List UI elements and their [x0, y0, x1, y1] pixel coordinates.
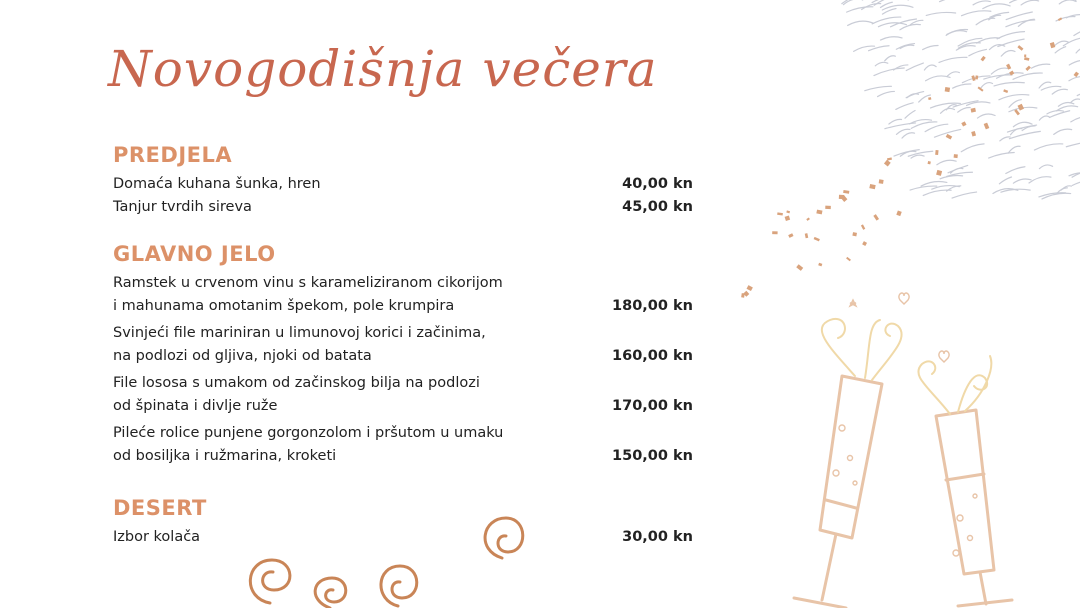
sketch-stroke	[1069, 60, 1080, 65]
sketch-stroke	[1029, 177, 1051, 183]
confetti-piece	[928, 97, 931, 100]
sketch-stroke	[1056, 17, 1075, 21]
sketch-stroke	[1055, 47, 1066, 53]
sketch-stroke	[1013, 73, 1042, 79]
sketch-stroke	[958, 43, 980, 49]
sketch-stroke	[989, 15, 1001, 20]
sketch-stroke	[991, 68, 1008, 74]
sketch-stroke	[1013, 179, 1031, 183]
sketch-stroke	[1069, 77, 1080, 81]
sketch-stroke	[956, 46, 975, 51]
sketch-stroke	[905, 111, 915, 119]
sketch-stroke	[1021, 0, 1039, 5]
confetti-piece	[861, 224, 865, 229]
sketch-stroke	[896, 103, 913, 110]
sketch-stroke	[848, 21, 874, 25]
sketch-stroke	[872, 0, 898, 3]
sketch-stroke	[1042, 193, 1071, 199]
sketch-stroke	[1013, 122, 1032, 126]
confetti-piece	[884, 160, 891, 167]
sketch-stroke	[1066, 15, 1080, 18]
sketch-stroke	[907, 94, 918, 98]
item-name-cont: na podlozi od gljiva, njoki od batata	[113, 348, 372, 364]
sketch-stroke	[1006, 20, 1035, 27]
sketch-stroke	[874, 0, 889, 5]
section-title: PREDJELA	[113, 143, 233, 167]
confetti-piece	[743, 291, 749, 297]
sketch-stroke	[1031, 64, 1050, 68]
sketch-stroke	[906, 63, 923, 71]
sketch-stroke	[983, 4, 1010, 9]
sketch-stroke	[958, 38, 982, 46]
item-price: 150,00 kn	[612, 448, 693, 464]
sketch-stroke	[932, 186, 960, 190]
confetti-piece	[1050, 42, 1056, 48]
sketch-stroke	[921, 182, 947, 187]
sketch-stroke	[882, 5, 913, 10]
sketch-stroke	[900, 24, 920, 29]
sketch-stroke	[908, 151, 932, 156]
sketch-stroke	[994, 82, 1024, 86]
confetti-piece	[978, 86, 984, 91]
sketch-stroke	[865, 86, 892, 90]
confetti-piece	[981, 56, 986, 61]
sketch-stroke	[989, 153, 1015, 159]
sketch-stroke	[937, 160, 956, 164]
confetti-piece	[806, 217, 810, 220]
sketch-stroke	[998, 39, 1024, 46]
sketch-stroke	[923, 190, 951, 195]
sketch-stroke	[940, 108, 954, 113]
sketch-stroke	[976, 18, 995, 25]
sketch-stroke	[989, 45, 1004, 50]
menu-item	[113, 526, 693, 549]
confetti-icon	[741, 17, 1079, 297]
section-title: GLAVNO JELO	[113, 242, 276, 266]
sketch-stroke	[902, 133, 915, 138]
section-glavno-jelo	[113, 242, 693, 468]
sketch-stroke	[1011, 128, 1022, 134]
sketch-stroke	[1070, 99, 1080, 103]
sketch-stroke	[1022, 126, 1035, 131]
sketch-stroke	[1072, 171, 1080, 177]
sketch-stroke	[878, 23, 906, 27]
sketch-stroke	[1001, 189, 1030, 192]
sketch-stroke	[951, 168, 963, 173]
sketch-stroke	[1001, 51, 1015, 57]
menu-item	[113, 173, 693, 196]
confetti-piece	[1024, 54, 1026, 57]
sketch-stroke	[1008, 146, 1020, 153]
menu-item	[113, 196, 693, 219]
sketch-stroke	[1059, 0, 1076, 4]
confetti-piece	[1014, 109, 1020, 115]
sketch-stroke	[939, 57, 967, 62]
confetti-piece	[747, 285, 753, 291]
sketch-stroke	[1054, 129, 1072, 134]
item-price: 170,00 kn	[612, 398, 693, 414]
sketch-stroke	[977, 114, 995, 118]
sketch-stroke	[946, 105, 956, 110]
section-predjela	[113, 143, 693, 219]
sketch-stroke	[977, 38, 1000, 43]
sketch-stroke	[1049, 111, 1069, 118]
confetti-piece	[841, 195, 848, 202]
sketch-stroke	[1047, 111, 1063, 114]
sketch-stroke	[1000, 137, 1010, 141]
sketch-stroke	[885, 123, 916, 129]
sketch-stroke	[1052, 89, 1067, 94]
confetti-piece	[1017, 45, 1023, 51]
sketch-stroke	[947, 72, 959, 76]
sketch-stroke	[889, 119, 902, 124]
item-price: 30,00 kn	[622, 529, 693, 545]
item-name-cont: i mahunama omotanim špekom, pole krumpira	[113, 298, 455, 314]
sketch-stroke	[896, 129, 909, 134]
sketch-stroke	[931, 103, 961, 108]
sketch-stroke	[981, 83, 993, 89]
confetti-piece	[741, 293, 745, 298]
sketch-stroke	[911, 155, 924, 158]
sketch-stroke	[1069, 173, 1080, 176]
confetti-piece	[814, 237, 820, 242]
confetti-piece	[961, 121, 966, 126]
confetti-piece	[1024, 57, 1029, 61]
sketch-stroke	[984, 75, 1012, 79]
confetti-piece	[879, 179, 884, 184]
confetti-piece	[805, 233, 809, 238]
sketch-stroke	[1041, 86, 1061, 90]
sketch-stroke	[967, 102, 990, 106]
sketch-stroke	[843, 0, 858, 5]
sketch-stroke	[1034, 144, 1062, 150]
sketch-stroke	[874, 68, 904, 76]
sketch-stroke	[878, 91, 895, 96]
sketch-stroke	[1074, 29, 1080, 36]
confetti-piece	[862, 241, 867, 246]
sketch-stroke	[1076, 48, 1080, 53]
confetti-piece	[1018, 104, 1025, 111]
champagne-glasses-icon	[760, 268, 1060, 608]
sketch-stroke	[953, 101, 978, 107]
sketch-stroke	[947, 30, 968, 35]
sketch-stroke	[847, 7, 873, 12]
item-name: Ramstek u crvenom vinu s karameliziranom cikorijom	[113, 275, 503, 291]
sketch-stroke	[953, 84, 971, 88]
confetti-piece	[954, 154, 958, 158]
sketch-stroke	[862, 4, 881, 10]
sketch-stroke	[934, 129, 960, 137]
sketch-stroke	[958, 107, 971, 112]
sketch-stroke	[940, 176, 963, 179]
sketch-stroke	[1054, 41, 1068, 46]
sketch-stroke	[1007, 125, 1036, 132]
sketch-stroke	[894, 150, 919, 156]
item-price: 180,00 kn	[612, 298, 693, 314]
sketch-stroke	[906, 92, 923, 98]
sketch-stroke	[1057, 188, 1067, 193]
sketch-stroke	[1056, 106, 1077, 111]
confetti-piece	[1074, 72, 1079, 78]
sketch-stroke	[880, 2, 892, 7]
sketch-stroke	[997, 32, 1024, 39]
confetti-piece	[1006, 64, 1011, 70]
confetti-piece	[785, 216, 791, 221]
sketch-stroke	[997, 73, 1024, 78]
confetti-piece	[777, 212, 783, 215]
sketch-stroke	[993, 189, 1018, 194]
confetti-piece	[971, 108, 976, 113]
sketch-stroke	[1006, 167, 1025, 174]
sketch-stroke	[1039, 193, 1066, 197]
sketch-stroke	[962, 11, 991, 16]
sketch-stroke	[1006, 12, 1032, 20]
sketch-stroke	[962, 76, 990, 83]
sketch-stroke	[900, 151, 916, 156]
confetti-piece	[945, 87, 950, 92]
confetti-piece	[796, 264, 803, 271]
confetti-piece	[984, 123, 990, 130]
sketch-stroke	[946, 31, 966, 36]
sketch-stroke	[948, 165, 968, 172]
sketch-stroke	[910, 186, 937, 190]
sketch-stroke	[891, 19, 917, 27]
sketch-stroke	[961, 144, 984, 152]
sketch-stroke	[869, 46, 889, 51]
sketch-stroke	[947, 172, 973, 176]
sketch-stroke	[885, 56, 896, 61]
sketch-stroke	[924, 65, 936, 70]
sketch-stroke	[973, 1, 990, 5]
sketch-stroke	[1061, 186, 1071, 190]
confetti-piece	[936, 170, 942, 176]
sketch-stroke	[875, 62, 887, 66]
sketch-stroke	[1063, 38, 1080, 45]
item-name: File lososa s umakom od začinskog bilja na podlozi	[113, 375, 480, 391]
sketch-stroke	[940, 0, 967, 2]
confetti-piece	[1058, 17, 1062, 21]
sketch-stroke	[910, 20, 923, 24]
sketch-stroke	[999, 95, 1029, 100]
sketch-stroke	[926, 12, 955, 15]
sketch-stroke	[896, 44, 914, 50]
confetti-piece	[852, 232, 857, 236]
menu-item	[113, 322, 693, 368]
item-name: Svinjeći file mariniran u limunovoj korici i začinima,	[113, 325, 486, 341]
sketch-stroke	[990, 12, 1009, 17]
sketch-stroke	[947, 186, 961, 191]
section-title: DESERT	[113, 496, 207, 520]
confetti-piece	[1009, 71, 1014, 76]
item-name: Tanjur tvrdih sireva	[113, 199, 252, 215]
confetti-piece	[818, 263, 822, 267]
item-price: 45,00 kn	[622, 199, 693, 215]
sketch-stroke	[1009, 100, 1021, 108]
sketch-stroke	[900, 45, 914, 48]
section-desert	[113, 496, 693, 549]
sketch-stroke	[880, 37, 902, 40]
confetti-piece	[971, 75, 975, 81]
sketch-stroke	[923, 45, 938, 49]
sketch-stroke	[919, 95, 931, 102]
sketch-stroke	[1075, 0, 1080, 1]
confetti-piece	[786, 210, 790, 213]
sketch-stroke	[911, 122, 937, 128]
confetti-piece	[816, 210, 822, 215]
confetti-piece	[946, 134, 953, 140]
sketch-stroke	[854, 46, 875, 51]
sketch-stroke	[999, 177, 1011, 184]
menu-item	[113, 272, 693, 318]
item-name-cont: od špinata i divlje ruže	[113, 398, 278, 414]
sketch-stroke	[1009, 131, 1040, 138]
sketch-stroke	[1010, 0, 1025, 3]
confetti-piece	[1025, 66, 1030, 71]
sketch-stroke	[925, 124, 948, 131]
item-price: 40,00 kn	[622, 176, 693, 192]
confetti-piece	[928, 161, 931, 164]
sketch-stroke	[1071, 117, 1080, 122]
confetti-piece	[839, 195, 844, 199]
item-name-cont: od bosiljka i ružmarina, kroketi	[113, 448, 337, 464]
confetti-piece	[896, 210, 901, 216]
sketch-stroke	[1066, 140, 1080, 147]
sketch-stroke	[842, 0, 856, 4]
item-name: Domaća kuhana šunka, hren	[113, 176, 321, 192]
item-price: 160,00 kn	[612, 348, 693, 364]
sketch-stroke	[910, 120, 932, 124]
sketch-stroke	[952, 192, 976, 198]
confetti-piece	[975, 75, 978, 79]
menu-item	[113, 372, 693, 418]
sketch-stroke	[1039, 116, 1050, 120]
sketch-stroke	[1058, 103, 1073, 107]
sketch-stroke	[926, 76, 950, 81]
sketch-stroke	[1072, 179, 1080, 185]
sketch-stroke	[894, 65, 908, 70]
menu-item	[113, 422, 693, 468]
sketch-stroke	[969, 49, 987, 55]
confetti-piece	[772, 231, 777, 234]
confetti-piece	[887, 157, 892, 160]
sketch-stroke	[882, 9, 896, 15]
confetti-piece	[873, 214, 879, 220]
sketch-stroke	[1018, 19, 1034, 26]
item-name: Izbor kolača	[113, 529, 201, 545]
confetti-piece	[846, 257, 851, 261]
confetti-piece	[825, 206, 831, 209]
page-title: Novogodišnja večera	[108, 40, 658, 98]
confetti-piece	[869, 184, 875, 189]
confetti-piece	[1003, 89, 1008, 93]
sketch-stroke	[872, 17, 901, 24]
item-name: Pileće rolice punjene gorgonzolom i pršutom u umaku	[113, 425, 504, 441]
confetti-piece	[788, 233, 793, 238]
sketch-stroke	[1039, 165, 1052, 169]
confetti-piece	[843, 190, 849, 194]
sketch-stroke	[1009, 107, 1037, 111]
confetti-piece	[935, 150, 938, 155]
confetti-piece	[971, 131, 976, 136]
sketch-stroke	[1039, 82, 1051, 88]
